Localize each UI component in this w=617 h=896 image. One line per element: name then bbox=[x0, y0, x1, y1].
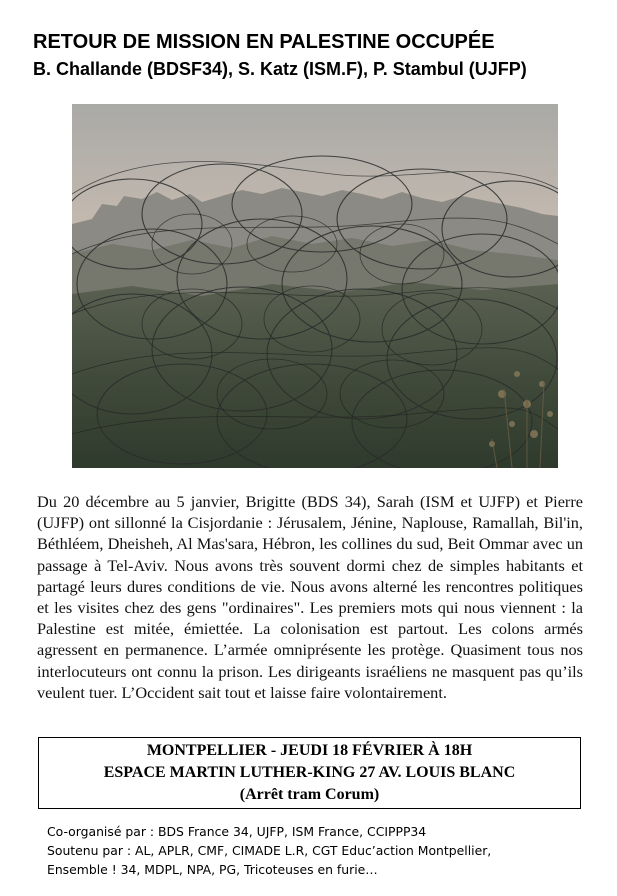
speakers-subtitle: B. Challande (BDSF34), S. Katz (ISM.F), P. Stambul (UJFP) bbox=[33, 59, 527, 79]
supporters-line-2: Ensemble ! 34, MDPL, NPA, PG, Tricoteuses en furie… bbox=[47, 862, 378, 877]
event-details-box bbox=[38, 737, 581, 809]
mission-report-paragraph: Du 20 décembre au 5 janvier, Brigitte (BDS 34), Sarah (ISM et UJFP) et Pierre (UJFP) ont sillonné la Cisjordanie : Jérusalem, Jénine, Naplouse, Ramallah, Bil'in, Béthléem, Dheisheh, Al Mas'sara, Hébron, les collines du sud, Beit Ommar avec un passage à Tel-Aviv. Nous avons très souvent dormi chez de simples habitants et partagé leurs dures conditions de vie. Nous avons alterné les rencontres politiques et les visites chez des gens "ordinaires". Les premiers mots qui nous viennent : la Palestine est mitée, émiettée. La colonisation est partout. Les colons armés agressent en permanence. L’armée omniprésente les protège. Quasiment tous nos interlocuteurs ont connu la prison. Les dirigeants israéliens ne masquent pas qu’ils veulent tuer. L’Occident sait tout et laisse faire volontairement. bbox=[37, 492, 583, 702]
event-date-line: MONTPELLIER - JEUDI 18 FÉVRIER À 18H bbox=[146, 742, 473, 759]
supporters-line-1: Soutenu par : AL, APLR, CMF, CIMADE L.R, CGT Educ’action Montpellier, bbox=[47, 843, 492, 858]
event-transit-line: (Arrêt tram Corum) bbox=[239, 786, 380, 803]
page-title: RETOUR DE MISSION EN PALESTINE OCCUPÉE bbox=[33, 31, 495, 53]
barbed-wire-illustration bbox=[72, 104, 558, 468]
event-venue-line: ESPACE MARTIN LUTHER-KING 27 AV. LOUIS BLANC bbox=[103, 764, 516, 781]
barbed-wire-photo bbox=[72, 104, 558, 468]
organizers-line: Co-organisé par : BDS France 34, UJFP, ISM France, CCIPPP34 bbox=[47, 824, 427, 839]
footer-credits bbox=[47, 822, 607, 879]
